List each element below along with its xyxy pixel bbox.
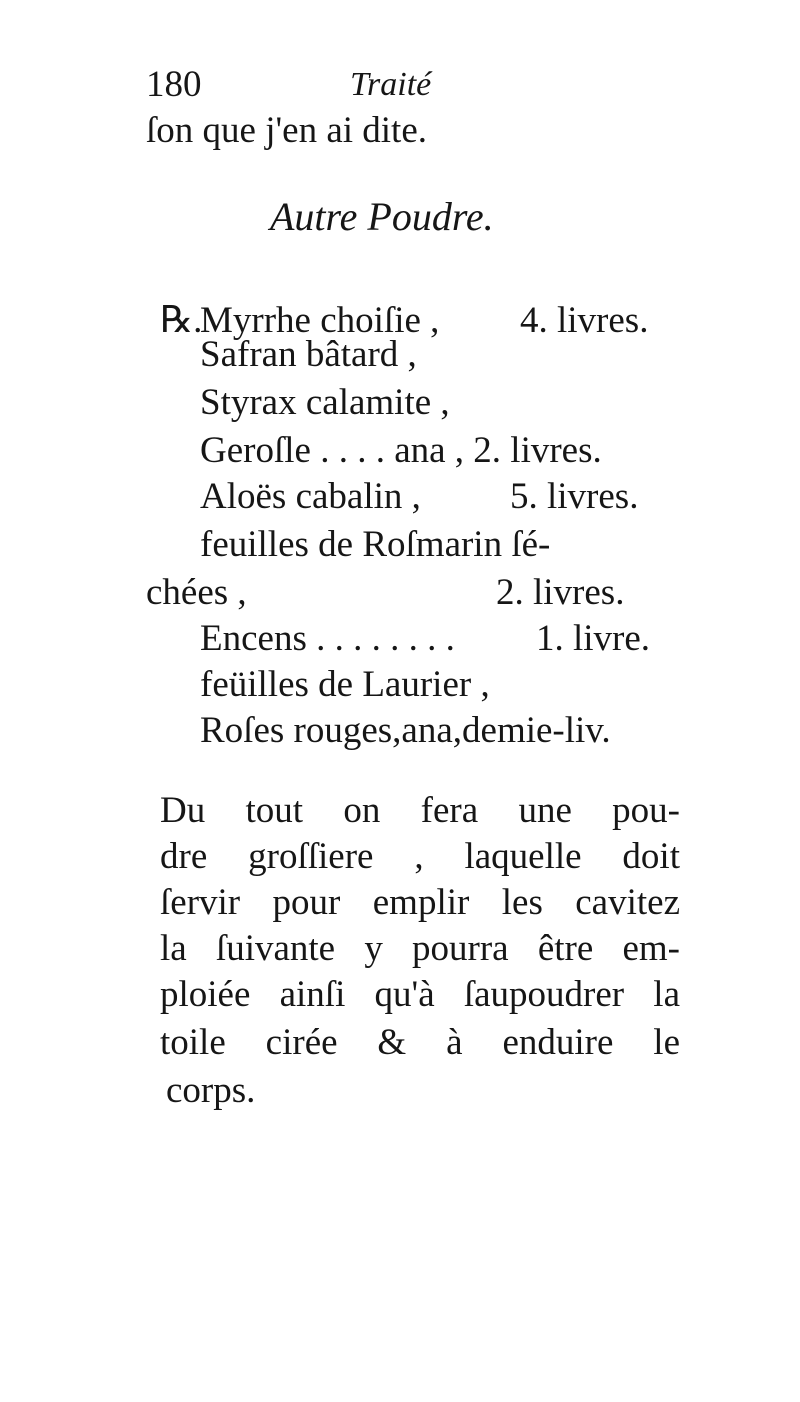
section-title: Autre Poudre. xyxy=(270,194,494,239)
recipe-quantity: 2. livres. xyxy=(496,572,625,613)
recipe-item: Safran bâtard , xyxy=(200,334,417,375)
recipe-quantity: 5. livres. xyxy=(510,476,639,517)
recipe-item: Styrax calamite , xyxy=(200,382,450,423)
running-title: Traité xyxy=(350,66,432,103)
recipe-item: chées , xyxy=(146,572,247,613)
paragraph-line: dre groſſiere , laquelle doit xyxy=(160,836,680,877)
page-number: 180 xyxy=(146,64,202,105)
recipe-item: feuilles de Roſmarin ſé- xyxy=(200,524,551,565)
carryover-line: ſon que j'en ai dite. xyxy=(146,110,428,151)
recipe-quantity: 1. livre. xyxy=(536,618,651,659)
paragraph-line: toile cirée & à enduire le xyxy=(160,1022,680,1063)
recipe-quantity: 4. livres. xyxy=(520,300,649,341)
recipe-item: Encens . . . . . . . . xyxy=(200,618,455,659)
paragraph-line: Du tout on fera une pou- xyxy=(160,790,680,831)
recipe-item: feüilles de Laurier , xyxy=(200,664,490,705)
paragraph-line: la ſuivante y pourra être em- xyxy=(160,928,680,969)
recipe-item: Aloës cabalin , xyxy=(200,476,421,517)
recipe-symbol: ℞. xyxy=(160,300,203,341)
recipe-item: Geroſle . . . . ana , 2. livres. xyxy=(200,430,602,471)
recipe-item: Myrrhe choiſie , xyxy=(200,300,440,341)
recipe-item: Roſes rouges,ana,demie-liv. xyxy=(200,710,611,751)
paragraph-line: corps. xyxy=(166,1070,256,1111)
paragraph-line: ploiée ainſi qu'à ſaupoudrer la xyxy=(160,974,680,1015)
paragraph-line: ſervir pour emplir les cavitez xyxy=(160,882,680,923)
